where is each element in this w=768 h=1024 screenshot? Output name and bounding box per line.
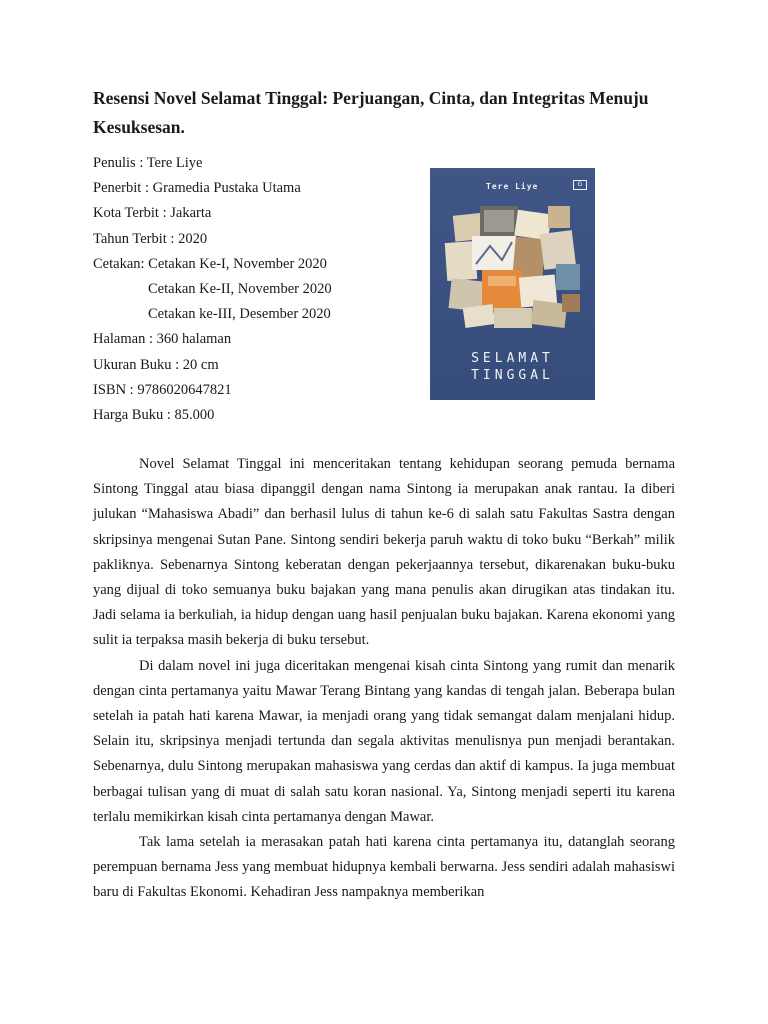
paragraph-3: Tak lama setelah ia merasakan patah hati karena cinta pertamanya itu, datanglah seorang perempuan bernama Jess yang membuat hidupnya kembali berwarna. Jess sendiri adalah mahasiswi baru di Fakultas Ekonomi. Kehadiran Jess nampaknya memberikan — [93, 834, 675, 901]
detail-printing-1: Cetakan: Cetakan Ke-I, November 2020 — [93, 255, 327, 272]
detail-isbn: ISBN : 9786020647821 — [93, 381, 232, 398]
paragraph-2: Di dalam novel ini juga diceritakan mengenai kisah cinta Sintong yang rumit dan menarik dengan cinta pertamanya yaitu Mawar Terang Bintang yang kandas di tengah jalan. Beberapa bulan setelah ia patah hati karena Mawar, ia menjadi orang yang tidak semangat dalam menjalani hidup. Selain itu, skripsinya menjadi tertunda dan segala aktivitas menulisnya pun menjadi berantakan. Sebenarnya, dulu Sintong merupakan mahasiswa yang cerdas dan aktif di kampus. Ia juga membuat berbagai tulisan yang di muat di salah satu koran nasional. Ya, Sintong menjadi seperti itu karena terlalu memikirkan kisah cinta pertamanya dengan Mawar. — [93, 657, 675, 825]
cover-collage-illustration — [444, 202, 584, 332]
detail-year: Tahun Terbit : 2020 — [93, 230, 208, 247]
book-details — [93, 151, 423, 428]
cover-title-line-2: TINGGAL — [471, 368, 554, 383]
cover-title-line-1: SELAMAT — [471, 351, 554, 366]
detail-printing-3: Cetakan ke-III, Desember 2020 — [148, 306, 331, 323]
detail-author: Penulis : Tere Liye — [93, 155, 203, 171]
detail-pages: Halaman : 360 halaman — [93, 331, 232, 348]
publisher-logo: G — [573, 180, 587, 190]
paragraph-1: Novel Selamat Tinggal ini menceritakan tentang kehidupan seorang pemuda bernama Sintong Tinggal atau biasa dipanggil dengan nama Sintong ia merupakan anak rantau. Ia diberi julukan “Mahasiswa Abadi” dan berhasil lulus di tahun ke-6 di salah satu Fakultas Sastra dengan skripsinya mengenai Sutan Pane. Sintong sendiri bekerja paruh waktu di toko buku “Berkah” milik pakliknya. Sebenarnya Sintong keberatan dengan pekerjaannya tersebut, dikarenakan buku-buku yang dijual di toko semuanya buku bajakan yang mana penulis akan dirugikan atas tindakan itu. Jadi selama ia berkuliah, ia hidup dengan uang hasil penjualan buku bajakan. Karena ekonomi yang sulit ia terpaksa masih bekerja di buku tersebut. — [93, 456, 675, 649]
book-cover-image — [430, 168, 595, 400]
detail-publisher: Penerbit : Gramedia Pustaka Utama — [93, 180, 301, 197]
detail-city: Kota Terbit : Jakarta — [93, 205, 212, 222]
detail-size: Ukuran Buku : 20 cm — [93, 356, 219, 373]
review-body — [93, 452, 675, 906]
detail-printing-2: Cetakan Ke-II, November 2020 — [148, 281, 332, 298]
detail-price: Harga Buku : 85.000 — [93, 407, 215, 424]
document-title: Resensi Novel Selamat Tinggal: Perjuangan, Cinta, dan Integritas Menuju Kesuksesan. — [93, 88, 649, 137]
cover-author: Tere Liye — [486, 182, 539, 191]
